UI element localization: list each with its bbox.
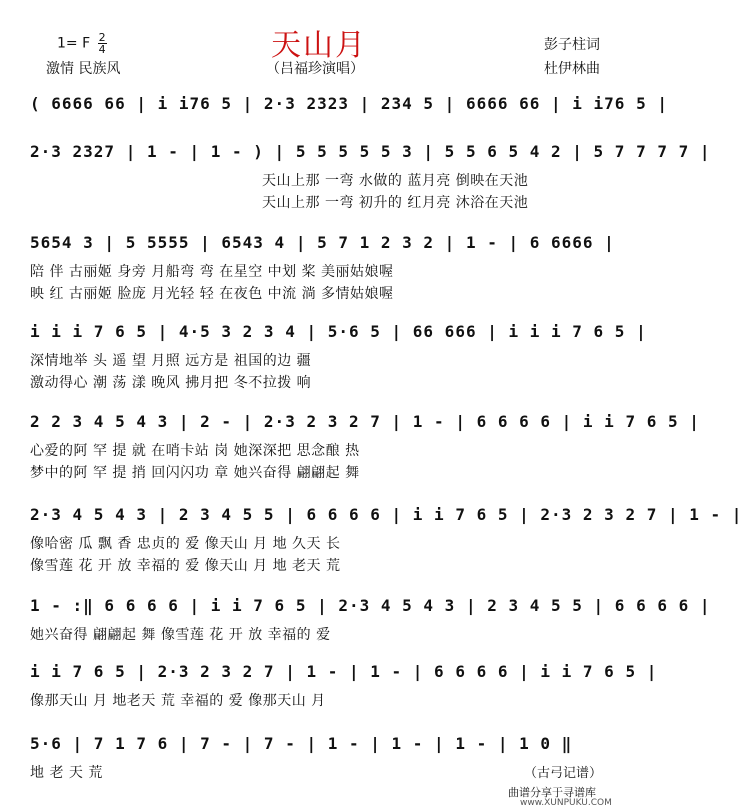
- lyrics-row-9: 地 老 天 荒: [30, 765, 103, 781]
- notes-row-2: 2·3 2327 | 1 - | 1 - ) | 5 5 5 5 5 3 | 5 5 6 5 4 2 | 5 7 7 7 7 |: [30, 142, 711, 161]
- notes-row-8: i i 7 6 5 | 2·3 2 3 2 7 | 1 - | 1 - | 6 6 6 6 | i i 7 6 5 |: [30, 662, 658, 681]
- time-top: 2: [98, 31, 106, 44]
- key-label: 1= F: [57, 35, 91, 52]
- lyrics-row-5-verse-1: 心爱的阿 罕 提 就 在哨卡站 岗 她深深把 思念酿 热: [30, 443, 360, 459]
- notes-row-3: 5654 3 | 5 5555 | 6543 4 | 5 7 1 2 3 2 | 1 - | 6 6666 |: [30, 233, 615, 252]
- composer-label: 杜伊林曲: [544, 61, 600, 77]
- notes-row-7: 1 - :‖ 6 6 6 6 | i i 7 6 5 | 2·3 4 5 4 3 | 2 3 4 5 5 | 6 6 6 6 |: [30, 596, 711, 615]
- site-credit: 曲谱分享于寻谱库: [508, 786, 596, 799]
- lyrics-row-8: 像那天山 月 地老天 荒 幸福的 爱 像那天山 月: [30, 693, 326, 709]
- notes-row-5: 2 2 3 4 5 4 3 | 2 - | 2·3 2 3 2 7 | 1 - | 6 6 6 6 | i i 7 6 5 |: [30, 412, 700, 431]
- notes-row-6: 2·3 4 5 4 3 | 2 3 4 5 5 | 6 6 6 6 | i i 7 6 5 | 2·3 2 3 2 7 | 1 - |: [30, 505, 742, 524]
- lyrics-row-4-verse-1: 深情地举 头 遥 望 月照 远方是 祖国的边 疆: [30, 353, 312, 369]
- lyrics-row-4-verse-2: 激动得心 潮 荡 漾 晚风 拂月把 冬不拉拨 响: [30, 375, 312, 391]
- transcriber-credit: （古弓记谱）: [524, 766, 603, 781]
- site-url: www.XUNPUKU.COM: [520, 798, 612, 808]
- time-bottom: 4: [98, 43, 106, 56]
- song-title: 天山月: [271, 28, 367, 63]
- notes-row-4: i i i 7 6 5 | 4·5 3 2 3 4 | 5·6 5 | 66 666 | i i i 7 6 5 |: [30, 322, 647, 341]
- lyrics-row-5-verse-2: 梦中的阿 罕 提 捎 回闪闪功 章 她兴奋得 翩翩起 舞: [30, 465, 360, 481]
- key-signature: [57, 32, 107, 55]
- lyrics-row-3-verse-1: 陪 伴 古丽姬 身旁 月船弯 弯 在星空 中划 桨 美丽姑娘喔: [30, 264, 394, 280]
- lyrics-row-3-verse-2: 映 红 古丽姬 脸庞 月光轻 轻 在夜色 中流 淌 多情姑娘喔: [30, 286, 394, 302]
- notes-row-1: ( 6666 66 | i i76 5 | 2·3 2323 | 234 5 | 6666 66 | i i76 5 |: [30, 94, 668, 113]
- lyricist-label: 彭子柱词: [544, 37, 600, 53]
- time-signature: [98, 32, 107, 55]
- lyrics-row-6-verse-1: 像哈密 瓜 飘 香 忠贞的 爱 像天山 月 地 久天 长: [30, 536, 341, 552]
- style-label: 激情 民族风: [46, 61, 121, 77]
- singer-label: （吕福珍演唱）: [266, 61, 364, 77]
- lyrics-row-2-verse-2: 天山上那 一弯 初升的 红月亮 沐浴在天池: [262, 195, 529, 211]
- lyrics-row-6-verse-2: 像雪莲 花 开 放 幸福的 爱 像天山 月 地 老天 荒: [30, 558, 341, 574]
- lyrics-row-7: 她兴奋得 翩翩起 舞 像雪莲 花 开 放 幸福的 爱: [30, 627, 331, 643]
- notes-row-9: 5·6 | 7 1 7 6 | 7 - | 7 - | 1 - | 1 - | 1 - | 1 0 ‖: [30, 734, 573, 753]
- lyrics-row-2-verse-1: 天山上那 一弯 水做的 蓝月亮 倒映在天池: [262, 173, 529, 189]
